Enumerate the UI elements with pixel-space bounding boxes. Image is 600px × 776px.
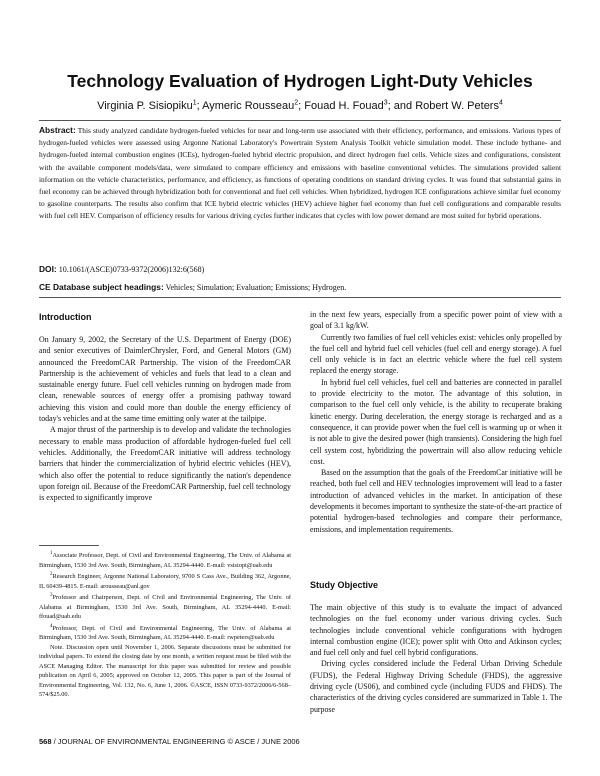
abstract bbox=[39, 124, 561, 223]
subject-headings: CE Database subject headings: Vehicles; Simulation; Evaluation; Emissions; Hydrogen. bbox=[39, 282, 347, 292]
paper-title: Technology Evaluation of Hydrogen Light-Duty Vehicles bbox=[67, 71, 533, 91]
section-heading-study-objective: Study Objective bbox=[310, 580, 379, 590]
right-column-body-bottom bbox=[310, 602, 562, 715]
footnote-rule bbox=[39, 545, 99, 546]
paragraph: Driving cycles considered include the Federal Urban Driving Schedule (FUDS), the Federal Highway Driving Schedule (FHDS), the aggressive driving cycle (US06), and combined cycle (including FUDS and FHDS). The characteristics of the driving cycles considered are summarized in Table 1. The purpose bbox=[310, 659, 562, 714]
paragraph: The main objective of this study is to evaluate the impact of advanced technologies on the fuel economy under various driving cycles. Such technologies include conventional vehicle configurations with hydrogen internal combustion engine (ICE); power split with Otto and Atkinson cycles; and fuel cell only and fuel cell hybrid configurations. bbox=[310, 603, 562, 658]
paragraph: A major thrust of the partnership is to develop and validate the technologies necessary to enable mass production of affordable hydrogen-fueled fuel cell vehicles. Additionally, the FreedomCAR initiative will address technology barriers that hinder the commercialization of hybrid electric vehicles (HEV), which also offer the potential to reduce significantly the nation's dependence upon foreign oil. Because of the FreedomCAR Partnership, fuel cell technology is expected to significantly improve bbox=[39, 425, 291, 503]
abstract-text: This study analyzed candidate hydrogen-fueled vehicles for near and long-term use associated with their efficiency, performance, and emissions. Various types of hydrogen-fueled vehicles were assessed using Argonne National Laboratory's Powertrain System Analysis Toolkit vehicle simulation model. These include hythane- and hydrogen-fueled internal combustion engines (ICEs), hydrogen-fueled hybrid electric propulsion, and direct hydrogen fuel cells. Vehicle sizes and configurations, consistent with the available component models/data, were simulated to compare efficiency and emissions with baseline conventional vehicles. The simulations provided salient information on the vehicle characteristics, performance, and efficiency, as functions of operating conditions on standard driving cycles. It was found that substantial gains in fuel economy can be achieved through hybridization both for conventional and fuel cell vehicles. When hybridized, hydrogen ICE configurations achieve similar fuel economy to gasoline counterparts. The results also confirm that ICE hybrid electric vehicles (HEV) achieve higher fuel economy than fuel cell configurations and comparable results with fuel cell HEV. Comparison of efficiency results for various driving cycles further indicates that cycles with low power demand are most suited for hybrid operations. bbox=[39, 126, 561, 221]
footnote: $^4$Professor, Dept. of Civil and Environmental Engineering, The Univ. of Alabama at Birmingham, 1530 3rd Ave. South, Birmingham, AL 35294-4440. E-mail: rwpeters@uab.edu bbox=[39, 623, 291, 642]
author: Aymeric Rousseau$^2$; bbox=[202, 99, 305, 112]
paragraph: In hybrid fuel cell vehicles, fuel cell and batteries are connected in parallel to provide electricity to the motor. The advantage of this solution, in comparison to the fuel cell only vehicle, is the ability to recuperate braking kinetic energy. During deceleration, the energy storage is recharged and as a consequence, it can provide power when the fuel cell is warming up or when it is not able to give the desired power (high transients). Considering the high fuel cell system cost, hybridizing the powertrain will also allow reducing vehicle cost. bbox=[310, 377, 563, 466]
journal-footer-text: / JOURNAL OF ENVIRONMENTAL ENGINEERING © ASCE / JUNE 2006 bbox=[51, 737, 300, 746]
footnote: $^1$Associate Professor, Dept. of Civil and Environmental Engineering, The Univ. of Alabama at Birmingham, 1530 3rd Ave. South, Birmingham, AL 35294-4440. E-mail: vsisiopi@uab.edu bbox=[39, 551, 291, 569]
left-column-body bbox=[39, 334, 291, 503]
footnote: $^3$Professor and Chairperson, Dept. of Civil and Environmental Engineering, The Univ. of Alabama at Birmingham, 1530 3rd Ave. South, Birmingham, AL 35294-4440. E-mail: ffouad@uab.edu bbox=[39, 593, 291, 621]
page-footer bbox=[39, 737, 300, 746]
paragraph: On January 9, 2002, the Secretary of the U.S. Department of Energy (DOE) and senior executives of DaimlerChrysler, Ford, and General Motors (GM) announced the FreedomCAR Partnership. The vision of the FreedomCAR Partnership is the achievement of vehicles and fuels that lead to a clean and sustainable energy future. Fuel cell vehicles running on hydrogen made from clean, renewable sources of energy offer a promising pathway toward achieving this vision and could more than double the energy efficiency of today's vehicles and at the same time emitting only water at the tailpipe. bbox=[39, 335, 291, 424]
paragraph: Based on the assumption that the goals of the FreedomCar initiative will be reached, both fuel cell and HEV technologies improvement will lead to a faster introduction of advanced vehicles in the market. In anticipation of these developments it becomes important to synthesize the state-of-the-art practice of potential hydrogen-based technologies and compare their performance, emissions, and implementation requirements. bbox=[310, 468, 562, 534]
author-list bbox=[30, 99, 570, 112]
doi: DOI: 10.1061/(ASCE)0733-9372(2006)132:6(568) bbox=[39, 264, 205, 274]
abstract-bottom-rule bbox=[39, 297, 561, 298]
right-column-body-top bbox=[310, 309, 562, 535]
abstract-label: Abstract: bbox=[39, 125, 76, 135]
paragraph: Currently two families of fuel cell vehicles exist: vehicles only propelled by the fuel cell and hybrid fuel cell vehicles (fuel cell and energy storage). A fuel cell only vehicle is in fact an electric vehicle where the fuel cell system replaced the energy storage. bbox=[310, 332, 562, 376]
author: Robert W. Peters$^4$ bbox=[415, 99, 503, 112]
doi-link[interactable]: 10.1061/(ASCE)0733-9372(2006)132:6(568) bbox=[58, 265, 205, 274]
footnotes bbox=[39, 549, 291, 700]
paragraph: in the next few years, especially from a specific power point of view with a goal of 3.1 kg/kW. bbox=[310, 310, 562, 331]
author: Virginia P. Sisiopiku$^1$; bbox=[97, 99, 203, 112]
abstract-top-rule bbox=[39, 120, 561, 121]
section-heading-introduction: Introduction bbox=[39, 312, 92, 322]
editorial-note: Note. Discussion open until November 1, 2006. Separate discussions must be submitted for individual papers. To extend the closing date by one month, a written request must be filed with the ASCE Managing Editor. The manuscript for this paper was submitted for review and possible publication on April 6, 2005; approved on October 12, 2005. This paper is part of the Journal of Environmental Engineering, Vol. 132, No. 6, June 1, 2006. ©ASCE, ISSN 0733-9372/2006/6-568–574/$25.00. bbox=[39, 643, 291, 699]
page-number: 568 bbox=[39, 737, 52, 746]
footnote: $^2$Research Engineer, Argonne National Laboratory, 9700 S Cass Ave., Building 362, Argonne, IL 60439-4815. E-mail: arousseau@anl.gov bbox=[39, 572, 291, 590]
author: Fouad H. Fouad$^3$; and bbox=[304, 99, 416, 112]
